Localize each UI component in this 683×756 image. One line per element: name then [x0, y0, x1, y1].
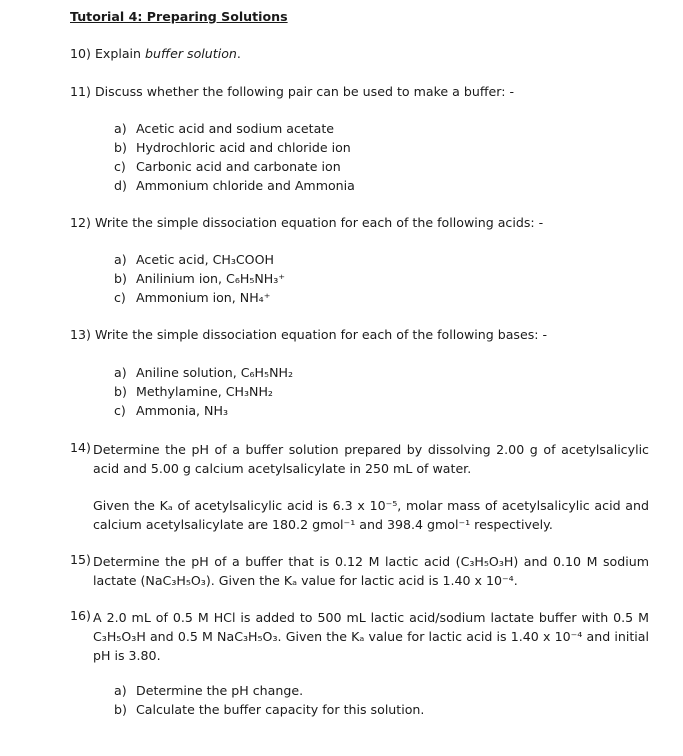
- question-12: 12) Write the simple dissociation equation for each of the following acids: -: [70, 215, 544, 230]
- page-title: Tutorial 4: Preparing Solutions: [70, 9, 288, 24]
- list-item: a) Acetic acid and sodium acetate: [114, 121, 335, 136]
- list-item: a) Aniline solution, C₆H₅NH₂: [114, 365, 294, 380]
- list-item: c) Carbonic acid and carbonate ion: [114, 159, 341, 174]
- question-15-text: Determine the pH of a buffer that is 0.12 M lactic acid (C₃H₅O₃H) and 0.10 M sodium lactate (NaC₃H₅O₃). Given the Kₐ value for lactic acid is 1.40 x 10⁻⁴.: [93, 554, 649, 588]
- question-10-suffix: .: [236, 46, 241, 61]
- list-item: b) Calculate the buffer capacity for this solution.: [114, 702, 425, 717]
- question-14-text: Determine the pH of a buffer solution prepared by dissolving 2.00 g of acetylsalicylic acid and 5.00 g calcium acetylsalicylate in 250 mL of water.: [93, 442, 649, 476]
- question-16-text: A 2.0 mL of 0.5 M HCl is added to 500 mL lactic acid/sodium lactate buffer with 0.5 M C₃H₅O₃H and 0.5 M NaC₃H₅O₃. Given the Kₐ value for lactic acid is 1.40 x 10⁻⁴ and initial pH is 3.80.: [93, 610, 649, 663]
- list-item: b) Hydrochloric acid and chloride ion: [114, 140, 351, 155]
- question-10-prefix: 10) Explain: [70, 46, 146, 61]
- question-14-given: Given the Kₐ of acetylsalicylic acid is 6.3 x 10⁻⁵, molar mass of acetylsalicylic acid and calcium acetylsalicylate are 180.2 gmol⁻¹ and 398.4 gmol⁻¹ respectively.: [93, 498, 649, 532]
- question-16-number: 16): [70, 608, 91, 623]
- question-10-term: buffer solution: [145, 46, 237, 61]
- question-11: 11) Discuss whether the following pair can be used to make a buffer: -: [70, 84, 515, 99]
- question-13: 13) Write the simple dissociation equation for each of the following bases: -: [70, 327, 548, 342]
- list-item: a) Determine the pH change.: [114, 683, 304, 698]
- question-10: [70, 46, 241, 61]
- list-item: a) Acetic acid, CH₃COOH: [114, 252, 274, 267]
- question-15-number: 15): [70, 552, 91, 567]
- list-item: b) Methylamine, CH₃NH₂: [114, 384, 273, 399]
- question-14-number: 14): [70, 440, 91, 455]
- list-item: b) Anilinium ion, C₆H₅NH₃⁺: [114, 271, 285, 286]
- list-item: c) Ammonia, NH₃: [114, 403, 228, 418]
- list-item: c) Ammonium ion, NH₄⁺: [114, 290, 271, 305]
- list-item: d) Ammonium chloride and Ammonia: [114, 178, 355, 193]
